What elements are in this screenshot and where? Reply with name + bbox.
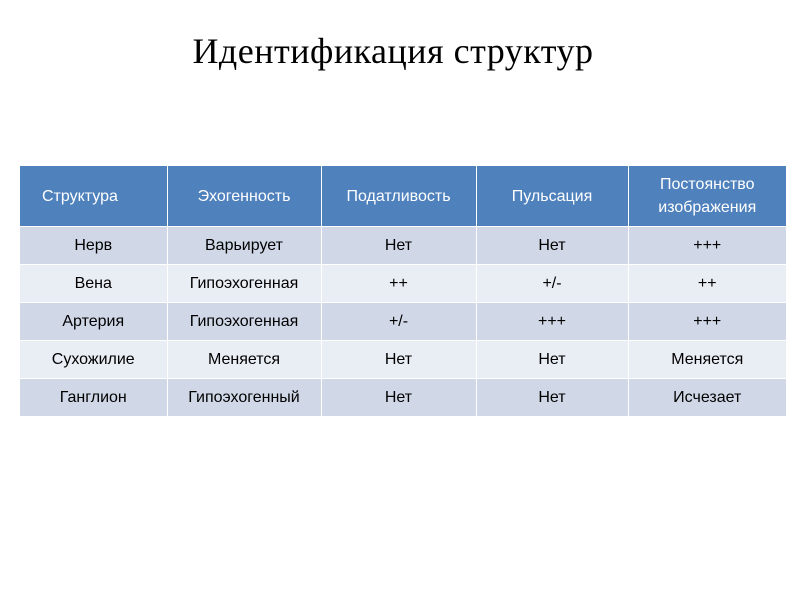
- table-cell: Гипоэхогенный: [167, 379, 321, 417]
- table-cell: Нет: [476, 379, 628, 417]
- column-header-compressibility: Податливость: [321, 166, 476, 227]
- table-cell: ++: [628, 265, 786, 303]
- column-header-structure: Структура: [20, 166, 167, 227]
- table-cell: Исчезает: [628, 379, 786, 417]
- table-cell: +++: [628, 303, 786, 341]
- table-row: [20, 341, 786, 379]
- column-header-pulsation: Пульсация: [476, 166, 628, 227]
- table-cell: Нет: [476, 341, 628, 379]
- table-cell: Меняется: [167, 341, 321, 379]
- table-cell: Нерв: [20, 227, 167, 265]
- table-cell: Гипоэхогенная: [167, 265, 321, 303]
- table-cell: Гипоэхогенная: [167, 303, 321, 341]
- table-cell: Вена: [20, 265, 167, 303]
- column-header-image-persistence: Постоянство изображения: [628, 166, 786, 227]
- table-cell: Варьирует: [167, 227, 321, 265]
- table-cell: Ганглион: [20, 379, 167, 417]
- table-cell: Нет: [321, 379, 476, 417]
- table-cell: Сухожилие: [20, 341, 167, 379]
- table-cell: +++: [628, 227, 786, 265]
- table-row: [20, 265, 786, 303]
- structure-identification-table-container: [20, 166, 786, 416]
- table-cell: +/-: [476, 265, 628, 303]
- structure-identification-table: [20, 166, 786, 416]
- table-row: [20, 303, 786, 341]
- table-cell: Меняется: [628, 341, 786, 379]
- table-cell: ++: [321, 265, 476, 303]
- table-header-row: [20, 166, 786, 227]
- table-cell: Нет: [321, 341, 476, 379]
- slide-title: Идентификация структур: [192, 31, 594, 71]
- table-row: [20, 227, 786, 265]
- table-cell: Нет: [476, 227, 628, 265]
- table-row: [20, 379, 786, 417]
- column-header-echogenicity: Эхогенность: [167, 166, 321, 227]
- table-cell: Артерия: [20, 303, 167, 341]
- table-cell: +++: [476, 303, 628, 341]
- table-cell: +/-: [321, 303, 476, 341]
- table-cell: Нет: [321, 227, 476, 265]
